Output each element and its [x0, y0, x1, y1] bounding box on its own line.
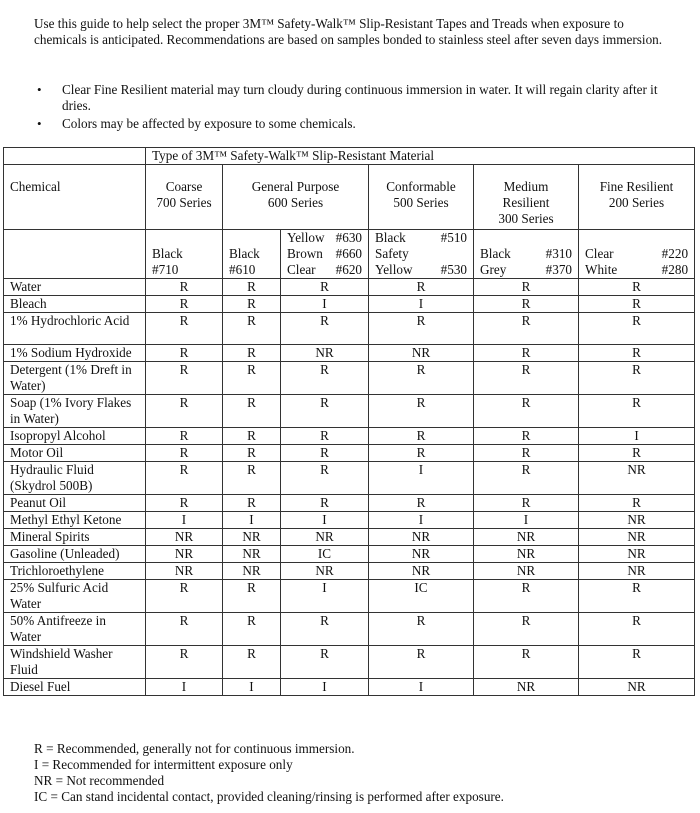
rating-cell: R — [223, 445, 281, 462]
rating-cell: R — [281, 279, 369, 296]
color-line: Yellow #630 — [287, 230, 362, 245]
empty-header-cell — [4, 148, 146, 165]
note-text: Clear Fine Resilient material may turn cloudy during continuous immersion in water. It will regain clarity after it dries. — [62, 82, 658, 113]
rating-cell: R — [146, 362, 223, 395]
chemical-name-cell: Detergent (1% Dreft in Water) — [4, 362, 146, 395]
rating-cell: I — [223, 679, 281, 696]
rating-cell: NR — [223, 529, 281, 546]
rating-cell: NR — [281, 529, 369, 546]
rating-cell: NR — [223, 563, 281, 580]
rating-cell: R — [369, 279, 474, 296]
rating-cell: R — [579, 345, 695, 362]
chemical-name-cell: 50% Antifreeze in Water — [4, 613, 146, 646]
rating-cell: NR — [474, 679, 579, 696]
rating-cell: R — [474, 445, 579, 462]
rating-cell: R — [281, 462, 369, 495]
rating-cell: R — [369, 362, 474, 395]
rating-cell: NR — [146, 529, 223, 546]
rating-cell: I — [579, 428, 695, 445]
series-header-conformable: Conformable 500 Series — [369, 165, 474, 230]
table-row — [4, 313, 695, 345]
rating-cell: IC — [369, 580, 474, 613]
rating-cell: R — [281, 445, 369, 462]
rating-cell: I — [369, 462, 474, 495]
rating-cell: R — [281, 428, 369, 445]
rating-cell: R — [223, 646, 281, 679]
chemical-name-cell: Motor Oil — [4, 445, 146, 462]
color-header-cell — [281, 230, 369, 279]
color-header-cell — [369, 230, 474, 279]
rating-cell: R — [474, 613, 579, 646]
rating-cell: R — [146, 345, 223, 362]
rating-cell: R — [474, 395, 579, 428]
rating-cell: R — [579, 279, 695, 296]
rating-cell: NR — [579, 512, 695, 529]
chemical-resistance-table — [3, 147, 695, 696]
rating-cell: NR — [579, 462, 695, 495]
rating-cell: NR — [146, 546, 223, 563]
rating-cell: R — [223, 580, 281, 613]
rating-cell: NR — [579, 529, 695, 546]
rating-cell: R — [223, 345, 281, 362]
rating-cell: R — [474, 462, 579, 495]
rating-cell: R — [369, 495, 474, 512]
color-line: #610 — [229, 262, 256, 277]
rating-cell: I — [369, 296, 474, 313]
note-item — [34, 82, 674, 114]
rating-cell: R — [579, 495, 695, 512]
color-header-cell — [223, 230, 281, 279]
note-item — [34, 116, 674, 132]
table-row — [4, 646, 695, 679]
color-line: Black #310 — [480, 246, 572, 261]
chemical-name-cell: Hydraulic Fluid (Skydrol 500B) — [4, 462, 146, 495]
rating-cell: R — [579, 395, 695, 428]
rating-cell: NR — [579, 546, 695, 563]
table-row — [4, 495, 695, 512]
chemical-name-cell: Diesel Fuel — [4, 679, 146, 696]
table-row — [4, 580, 695, 613]
note-text: Colors may be affected by exposure to some chemicals. — [62, 116, 356, 131]
rating-cell: R — [223, 495, 281, 512]
rating-cell: R — [223, 395, 281, 428]
rating-cell: NR — [146, 563, 223, 580]
bullet-icon: • — [37, 82, 42, 97]
color-header-cell — [474, 230, 579, 279]
rating-cell: NR — [369, 345, 474, 362]
rating-cell: NR — [369, 563, 474, 580]
rating-cell: R — [223, 362, 281, 395]
table-row — [4, 395, 695, 428]
color-header-cell — [579, 230, 695, 279]
table-row — [4, 462, 695, 495]
rating-cell: R — [474, 313, 579, 345]
color-line: Black #510 — [375, 230, 467, 245]
table-row — [4, 613, 695, 646]
legend-item-i: I = Recommended for intermittent exposure only — [34, 757, 293, 772]
rating-cell: R — [474, 345, 579, 362]
rating-cell: I — [281, 580, 369, 613]
chemical-name-cell: Bleach — [4, 296, 146, 313]
header-row-type — [4, 148, 695, 165]
rating-cell: R — [281, 613, 369, 646]
table-row — [4, 679, 695, 696]
rating-cell: I — [474, 512, 579, 529]
rating-cell: I — [223, 512, 281, 529]
rating-cell: R — [281, 395, 369, 428]
chemical-name-cell: Mineral Spirits — [4, 529, 146, 546]
color-line: Brown #660 — [287, 246, 362, 261]
chemical-name-cell: Windshield Washer Fluid — [4, 646, 146, 679]
rating-cell: I — [146, 679, 223, 696]
series-header-general-purpose: General Purpose 600 Series — [223, 165, 369, 230]
intro-paragraph: Use this guide to help select the proper 3M™ Safety-Walk™ Slip-Resistant Tapes and Treads when exposure to chemicals is anticipated. Recommendations are based on samples bonded to stainless steel after seven days immersion. — [34, 16, 663, 47]
color-line: Safety — [375, 246, 409, 261]
color-line: White #280 — [585, 262, 689, 277]
rating-cell: R — [281, 313, 369, 345]
rating-cell: R — [369, 613, 474, 646]
rating-cell: R — [223, 428, 281, 445]
chemical-name-cell: Methyl Ethyl Ketone — [4, 512, 146, 529]
table-row — [4, 512, 695, 529]
table-row — [4, 529, 695, 546]
rating-cell: R — [474, 495, 579, 512]
rating-cell: I — [369, 512, 474, 529]
rating-cell: R — [579, 580, 695, 613]
rating-cell: R — [369, 646, 474, 679]
notes-list — [34, 82, 674, 134]
table-row — [4, 279, 695, 296]
color-line: Black — [152, 246, 183, 261]
material-type-header: Type of 3M™ Safety-Walk™ Slip-Resistant Material — [146, 148, 695, 165]
rating-cell: IC — [281, 546, 369, 563]
rating-cell: R — [579, 646, 695, 679]
chemical-name-cell: 25% Sulfuric Acid Water — [4, 580, 146, 613]
rating-cell: NR — [474, 563, 579, 580]
rating-cell: R — [474, 279, 579, 296]
chemical-name-cell: Isopropyl Alcohol — [4, 428, 146, 445]
rating-cell: I — [369, 679, 474, 696]
rating-cell: NR — [281, 563, 369, 580]
rating-cell: I — [281, 296, 369, 313]
rating-cell: R — [223, 296, 281, 313]
rating-cell: R — [146, 462, 223, 495]
rating-cell: R — [474, 428, 579, 445]
rating-cell: R — [281, 495, 369, 512]
rating-cell: NR — [474, 529, 579, 546]
rating-cell: R — [146, 580, 223, 613]
color-line: Grey #370 — [480, 262, 572, 277]
series-header-fine-resilient: Fine Resilient 200 Series — [579, 165, 695, 230]
color-line: Clear #220 — [585, 246, 689, 261]
rating-cell: R — [146, 495, 223, 512]
legend — [34, 741, 504, 805]
rating-cell: R — [146, 428, 223, 445]
header-row-colors — [4, 230, 695, 279]
rating-cell: R — [223, 313, 281, 345]
bullet-icon: • — [37, 116, 42, 131]
rating-cell: NR — [369, 529, 474, 546]
empty-header-cell — [4, 230, 146, 279]
rating-cell: R — [281, 362, 369, 395]
color-line: Clear #620 — [287, 262, 362, 277]
rating-cell: R — [474, 296, 579, 313]
rating-cell: R — [146, 313, 223, 345]
chemical-name-cell: Soap (1% Ivory Flakes in Water) — [4, 395, 146, 428]
rating-cell: R — [579, 445, 695, 462]
rating-cell: R — [146, 445, 223, 462]
rating-cell: R — [146, 613, 223, 646]
rating-cell: R — [146, 646, 223, 679]
rating-cell: I — [146, 512, 223, 529]
color-line: #710 — [152, 262, 179, 277]
rating-cell: R — [369, 395, 474, 428]
rating-cell: R — [474, 646, 579, 679]
chemical-name-cell: Peanut Oil — [4, 495, 146, 512]
rating-cell: NR — [579, 679, 695, 696]
rating-cell: NR — [369, 546, 474, 563]
series-header-medium-resilient: Medium Resilient 300 Series — [474, 165, 579, 230]
rating-cell: NR — [579, 563, 695, 580]
rating-cell: R — [369, 313, 474, 345]
legend-item-r: R = Recommended, generally not for continuous immersion. — [34, 741, 355, 756]
rating-cell: R — [223, 613, 281, 646]
table-row — [4, 296, 695, 313]
rating-cell: R — [146, 395, 223, 428]
rating-cell: R — [579, 362, 695, 395]
rating-cell: NR — [474, 546, 579, 563]
color-header-cell — [146, 230, 223, 279]
rating-cell: NR — [281, 345, 369, 362]
rating-cell: R — [223, 462, 281, 495]
chemical-name-cell: 1% Sodium Hydroxide — [4, 345, 146, 362]
rating-cell: R — [579, 313, 695, 345]
rating-cell: I — [281, 512, 369, 529]
color-line: Yellow #530 — [375, 262, 467, 277]
header-row-series — [4, 165, 695, 230]
chemical-name-cell: 1% Hydrochloric Acid — [4, 313, 146, 345]
color-line: Black — [229, 246, 260, 261]
rating-cell: I — [281, 679, 369, 696]
legend-item-ic: IC = Can stand incidental contact, provided cleaning/rinsing is performed after exposure. — [34, 789, 504, 804]
rating-cell: R — [146, 279, 223, 296]
rating-cell: R — [579, 296, 695, 313]
table-row — [4, 563, 695, 580]
table-body — [4, 279, 695, 696]
rating-cell: R — [223, 279, 281, 296]
table-row — [4, 546, 695, 563]
rating-cell: R — [474, 580, 579, 613]
rating-cell: NR — [223, 546, 281, 563]
table-row — [4, 362, 695, 395]
rating-cell: R — [474, 362, 579, 395]
chemical-column-header: Chemical — [4, 165, 146, 230]
series-header-coarse: Coarse 700 Series — [146, 165, 223, 230]
chemical-name-cell: Water — [4, 279, 146, 296]
rating-cell: R — [146, 296, 223, 313]
chemical-name-cell: Trichloroethylene — [4, 563, 146, 580]
rating-cell: R — [579, 613, 695, 646]
rating-cell: R — [281, 646, 369, 679]
table-row — [4, 428, 695, 445]
table-row — [4, 345, 695, 362]
rating-cell: R — [369, 428, 474, 445]
legend-item-nr: NR = Not recommended — [34, 773, 165, 788]
table-row — [4, 445, 695, 462]
rating-cell: R — [369, 445, 474, 462]
chemical-name-cell: Gasoline (Unleaded) — [4, 546, 146, 563]
